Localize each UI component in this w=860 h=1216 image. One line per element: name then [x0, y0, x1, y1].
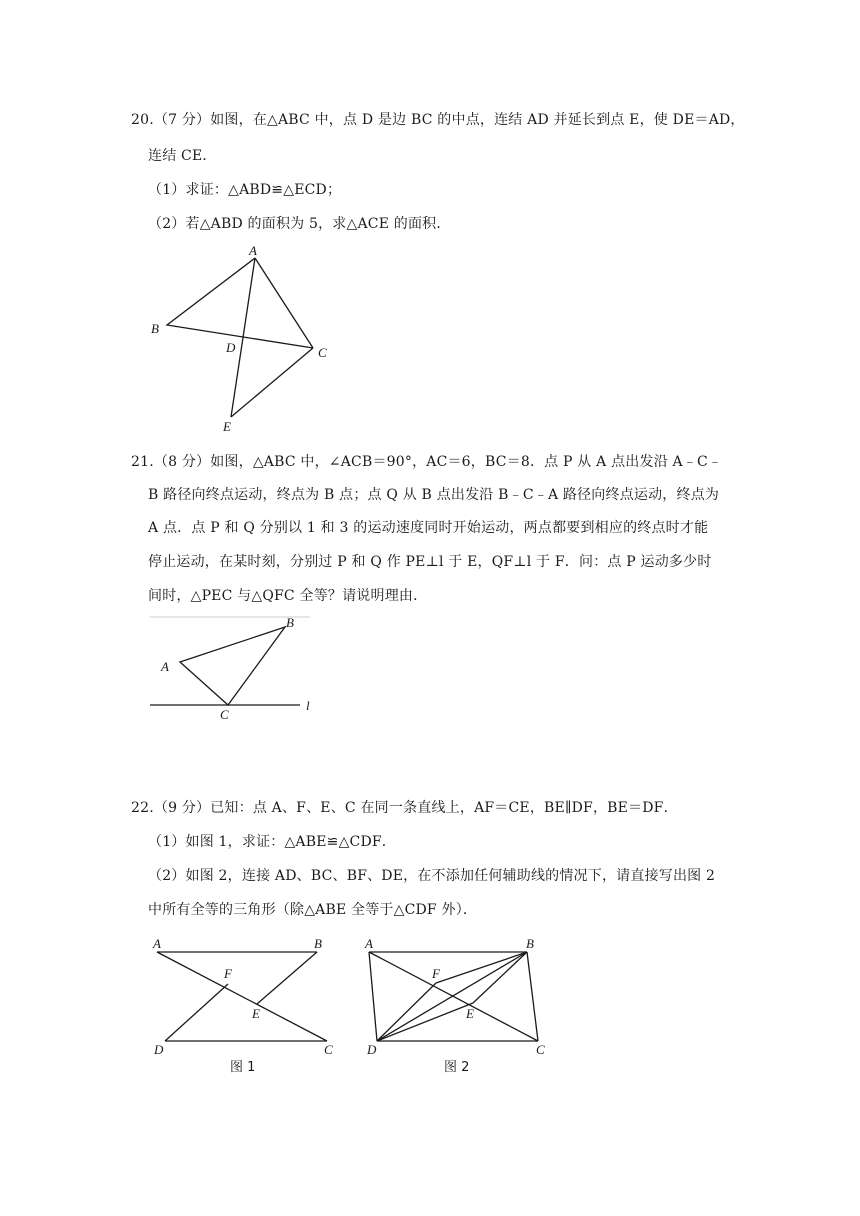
- q22-line-3: （2）如图 2，连接 AD、BC、BF、DE，在不添加任何辅助线的情况下，请直接写出图 2: [148, 868, 716, 884]
- q21-line-5: 间时，△PEC 与△QFC 全等？请说明理由．: [148, 588, 428, 604]
- q21-triangle-abc: [180, 627, 285, 705]
- q20-label-b: B: [151, 321, 159, 336]
- q22-f2-caption: 图 2: [444, 1060, 470, 1075]
- q22-f2-segment-ad: [369, 952, 377, 1041]
- q22-line-2: （1）如图 1，求证：△ABE≌△CDF．: [148, 834, 396, 850]
- q22-f1-label-b: B: [314, 936, 322, 951]
- q22-f2-label-e: E: [466, 1006, 474, 1021]
- q21-label-l: l: [306, 698, 310, 713]
- q22-line-1: 22.（9 分）已知：点 A、F、E、C 在同一条直线上，AF＝CE，BE∥DF，BE＝DF．: [131, 800, 678, 816]
- q22-f1-label-a: A: [153, 936, 161, 951]
- q21-line-1: 21.（8 分）如图，△ABC 中，∠ACB＝90°，AC＝6，BC＝8．点 P 从 A 点出发沿 A﹣C﹣: [131, 454, 723, 470]
- q20-label-d: D: [226, 340, 236, 355]
- q21-label-b: B: [286, 615, 294, 630]
- q21-line-3: A 点．点 P 和 Q 分别以 1 和 3 的运动速度同时开始运动，两点都要到相应的终点时才能: [148, 520, 709, 536]
- q22-f2-label-f: F: [432, 966, 440, 981]
- q20-label-c: C: [318, 345, 327, 360]
- q20-segment-ae: [231, 258, 255, 417]
- q20-line-3: （1）求证：△ABD≌△ECD；: [148, 182, 342, 198]
- q22-figure-2: [360, 933, 570, 1078]
- q22-f2-segment-bc: [527, 952, 538, 1041]
- q20-segment-b: [167, 258, 313, 348]
- q20-label-e: E: [223, 419, 231, 434]
- q22-f2-segment-db: [377, 952, 527, 1041]
- q20-segment-ec: [231, 348, 313, 417]
- q20-line-1: 20.（7 分）如图，在△ABC 中，点 D 是边 BC 的中点，连结 AD 并延长到点 E，使 DE＝AD，: [131, 112, 745, 128]
- q22-f1-segment-be: [257, 952, 317, 1004]
- q22-f2-label-b: B: [526, 936, 534, 951]
- q22-f1-segment-df: [165, 984, 228, 1041]
- q21-figure: [148, 612, 348, 732]
- q22-f1-caption: 图 1: [230, 1060, 256, 1075]
- q21-line-4: 停止运动，在某时刻，分别过 P 和 Q 作 PE⊥l 于 E，QF⊥l 于 F．问：点 P 运动多少时: [148, 554, 712, 570]
- q22-f2-label-c: C: [536, 1042, 545, 1057]
- q20-line-2: 连结 CE．: [148, 148, 217, 164]
- q21-label-c: C: [220, 707, 229, 722]
- q20-figure: [145, 245, 345, 435]
- q21-line-2: B 路径向终点运动，终点为 B 点；点 Q 从 B 点出发沿 B﹣C﹣A 路径向终点运动，终点为: [148, 487, 720, 503]
- q20-segment-ac: [255, 258, 313, 348]
- q20-label-a: A: [249, 243, 257, 258]
- q22-f2-segment-be: [473, 952, 527, 1003]
- q22-f2-label-a: A: [365, 936, 373, 951]
- q22-f2-segment-de: [377, 1003, 473, 1041]
- q22-f1-label-f: F: [224, 966, 232, 981]
- q22-f2-label-d: D: [367, 1042, 377, 1057]
- q22-line-4: 中所有全等的三角形（除△ABE 全等于△CDF 外）．: [148, 902, 478, 918]
- q22-f1-label-c: C: [324, 1042, 333, 1057]
- q22-f1-label-d: D: [154, 1042, 164, 1057]
- q20-line-4: （2）若△ABD 的面积为 5，求△ACE 的面积．: [148, 216, 451, 232]
- q22-f1-label-e: E: [252, 1006, 260, 1021]
- q22-figure-1: [145, 933, 345, 1078]
- q21-label-a: A: [161, 659, 169, 674]
